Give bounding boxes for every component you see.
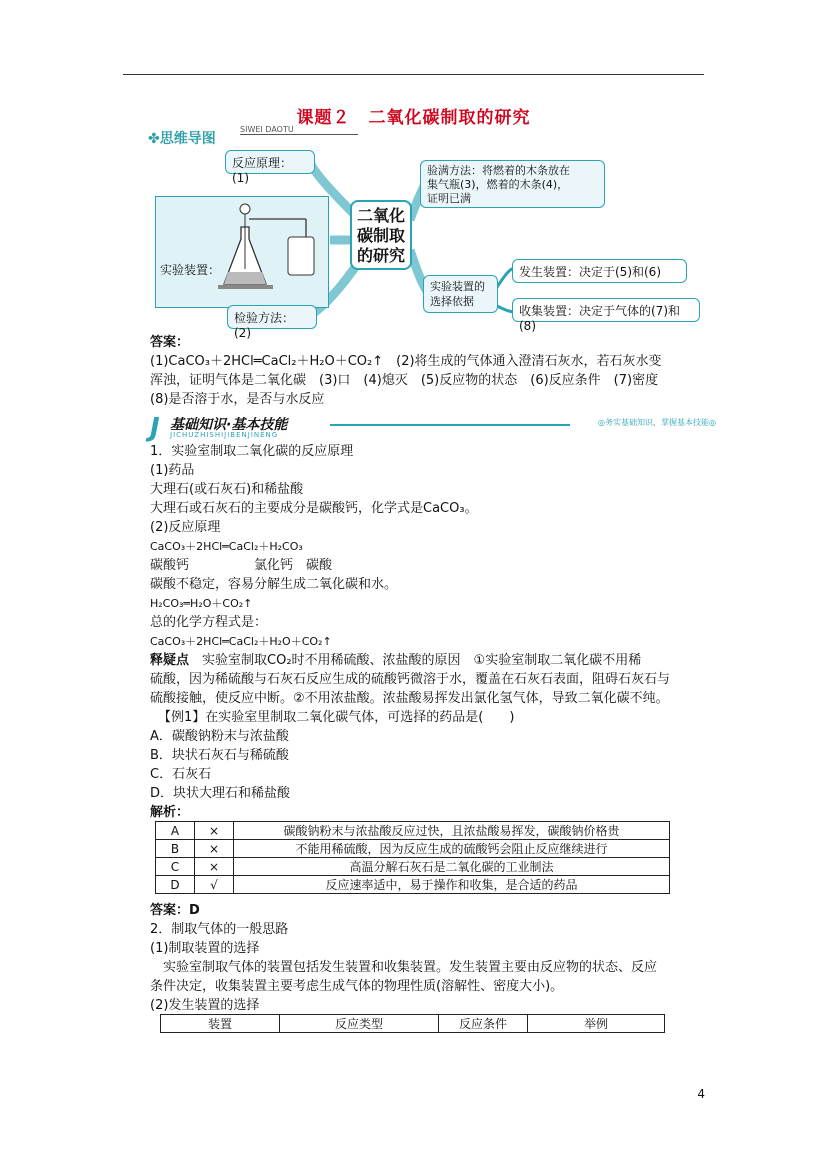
table-header: 反应条件 [439,1015,528,1033]
header-rule [123,74,704,75]
answer-line-2: 浑浊，证明气体是二氧化碳 (3)口 (4)熄灭 (5)反应物的状态 (6)反应条件 (7)密度 [150,373,659,388]
analysis-label: 解析： [150,805,190,820]
device-box [155,196,329,308]
principle-box: 反应原理：(1) [225,150,315,174]
body-line-3: 大理石(或石灰石)和稀盐酸 [150,482,304,497]
example-question: 【例1】在实验室里制取二氧化碳气体，可选择的药品是( ) [158,710,515,725]
table-row [156,840,670,858]
answer-line-1: (1)CaCO₃＋2HCl═CaCl₂＋H₂O＋CO₂↑ (2)将生成的气体通入澄清石灰水，若石灰水变 [150,354,662,369]
table-cell: 反应速率适中，易于操作和收集，是合适的药品 [234,876,670,894]
body-line-2: (1)药品 [150,463,195,478]
banner-title: 基础知识·基本技能 [170,417,288,433]
center-line-1: 二氧化 [356,206,405,225]
table-cell: × [195,840,234,858]
page-number: 4 [697,1087,705,1101]
table-row [156,876,670,894]
test-box: 检验方法：(2) [227,305,317,329]
body-line-1: 1．实验室制取二氧化碳的反应原理 [150,444,354,459]
basis-line-1: 实验装置的 [430,280,485,293]
option-c: C．石灰石 [150,767,212,782]
explain-line-3: 硫酸接触，使反应中断。②不用浓盐酸。浓盐酸易挥发出氯化氢气体，导致二氧化碳不纯。 [150,691,669,706]
banner-rule [330,424,570,426]
body-line-9: H₂CO₃═H₂O＋CO₂↑ [150,597,253,610]
explain-text-1: 实验室制取CO₂时不用稀硫酸、浓盐酸的原因 ①实验室制取二氧化碳不用稀 [189,653,642,668]
table-cell: √ [195,876,234,894]
full-line-3: 证明已满 [427,192,471,205]
table-cell: D [156,876,195,894]
section2-line-4: 条件决定，收集装置主要考虑生成气体的物理性质(溶解性、密度大小)。 [150,979,564,994]
body-line-8: 碳酸不稳定，容易分解生成二氧化碳和水。 [150,577,398,592]
answer-label: 答案： [150,335,190,350]
basis-line-2: 选择依据 [430,295,474,308]
full-line-1: 验满方法：将燃着的木条放在 [427,164,570,177]
mindmap-center [350,200,412,270]
analysis-table [155,821,670,894]
body-line-10: 总的化学方程式是： [150,615,268,630]
mindmap-label-text: 思维导图 [159,131,216,147]
table-cell: 高温分解石灰石是二氧化碳的工业制法 [234,858,670,876]
table-cell: C [156,858,195,876]
device-table [160,1014,665,1033]
mindmap-label: ✤思维导图 [148,131,216,147]
page-title: 课题２ 二氧化碳制取的研究 [296,108,531,128]
table-cell: A [156,822,195,840]
body-line-7: 碳酸钙 氯化钙 碳酸 [150,558,333,573]
section-banner [150,411,716,443]
body-line-11: CaCO₃＋2HCl═CaCl₂＋H₂O＋CO₂↑ [150,635,332,648]
center-line-3: 的研究 [356,246,405,265]
section2-line-5: (2)发生装置的选择 [150,998,260,1013]
explain-label: 释疑点 [150,653,190,668]
table-row [156,858,670,876]
table-cell: × [195,822,234,840]
body-line-4: 大理石或石灰石的主要成分是碳酸钙，化学式是CaCO₃。 [150,501,478,516]
center-line-2: 碳制取 [356,226,405,245]
table-header: 举例 [528,1015,665,1033]
section2-line-2: (1)制取装置的选择 [150,941,260,956]
table-cell: × [195,858,234,876]
explain-line-1 [150,651,690,670]
section2-line-3: 实验室制取气体的装置包括发生装置和收集装置。发生装置主要由反应物的状态、反应 [150,960,658,975]
apparatus-icon [216,199,326,304]
table-row [156,822,670,840]
body-line-5: (2)反应原理 [150,520,221,535]
table-header-row [161,1015,665,1033]
table-cell: B [156,840,195,858]
option-d: D．块状大理石和稀盐酸 [150,786,291,801]
gen-box: 发生装置：决定于(5)和(6) [512,259,687,283]
section2-line-1: 2．制取气体的一般思路 [150,922,289,937]
full-line-2: 集气瓶(3)，燃着的木条(4)， [427,178,569,191]
table-header: 装置 [161,1015,280,1033]
option-b: B．块状石灰石与稀硫酸 [150,748,289,763]
explain-line-2: 硫酸，因为稀硫酸与石灰石反应生成的硫酸钙微溶于水，覆盖在石灰石表面，阻碍石灰石与 [150,672,671,687]
full-box [420,160,605,208]
mindmap-pinyin: SIWEI DAOTU [240,125,358,135]
option-a: A．碳酸钠粉末与浓盐酸 [150,729,289,744]
banner-pinyin: JICHUZHISHIJIBENJINENG [170,431,279,439]
example-answer: 答案：D [150,903,200,918]
table-cell: 碳酸钠粉末与浓盐酸反应过快，且浓盐酸易挥发，碳酸钠价格贵 [234,822,670,840]
banner-j-icon: J [150,413,160,443]
banner-right: ◎务实基础知识，掌握基本技能◎ [598,418,716,427]
table-header: 反应类型 [280,1015,439,1033]
device-label: 实验装置： [160,263,221,277]
basis-box [423,275,498,313]
answer-line-3: (8)是否溶于水，是否与水反应 [150,392,325,407]
body-line-6: CaCO₃＋2HCl═CaCl₂＋H₂CO₃ [150,540,303,553]
col-box: 收集装置：决定于气体的(7)和(8) [512,298,700,322]
table-cell: 不能用稀硫酸，因为反应生成的硫酸钙会阻止反应继续进行 [234,840,670,858]
